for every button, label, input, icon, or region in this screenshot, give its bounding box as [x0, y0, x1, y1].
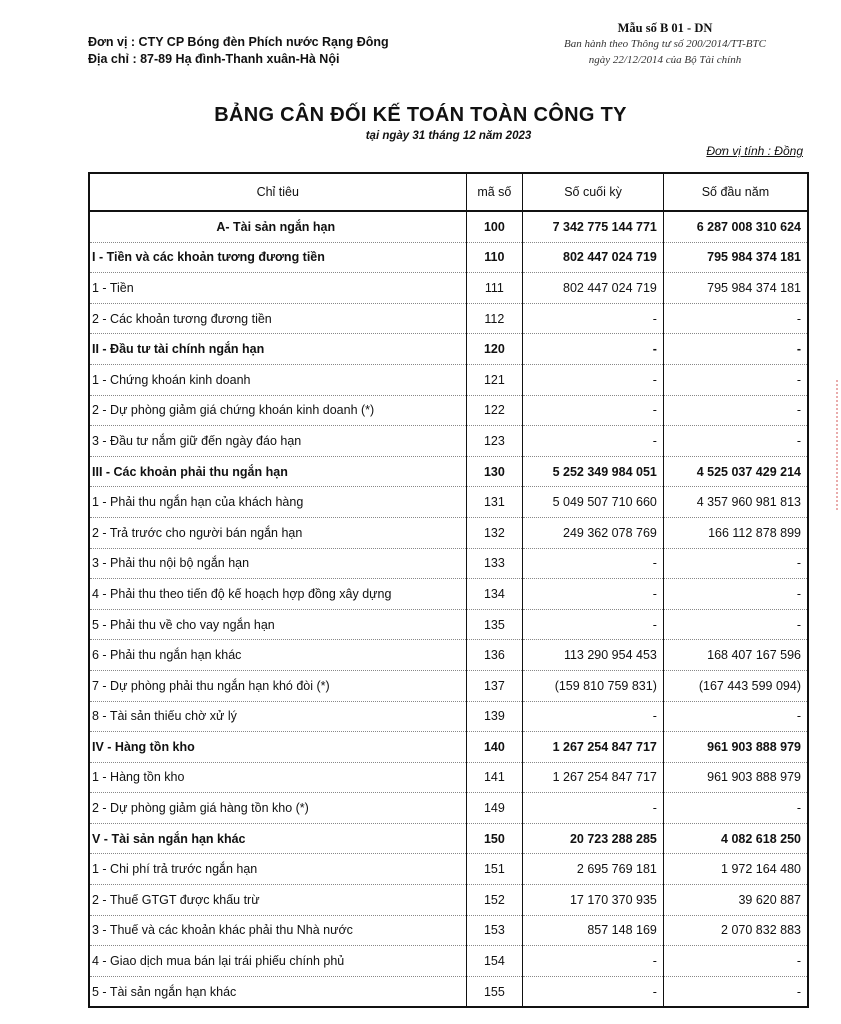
table-row	[89, 426, 808, 457]
row-code: 154	[466, 946, 523, 977]
row-end-value: -	[523, 609, 664, 640]
row-end-value: 20 723 288 285	[523, 823, 664, 854]
company-name: Đơn vị : CTY CP Bóng đèn Phích nước Rạng Đông	[88, 35, 389, 49]
row-end-value: 113 290 954 453	[523, 640, 664, 671]
row-label: 2 - Dự phòng giảm giá hàng tồn kho (*)	[89, 793, 466, 824]
row-start-value: -	[663, 976, 808, 1007]
row-end-value: 857 148 169	[523, 915, 664, 946]
row-code: 139	[466, 701, 523, 732]
row-end-value: 2 695 769 181	[523, 854, 664, 885]
row-end-value: 5 252 349 984 051	[523, 456, 664, 487]
table-row	[89, 548, 808, 579]
row-end-value: -	[523, 946, 664, 977]
row-label: 2 - Trả trước cho người bán ngắn hạn	[89, 517, 466, 548]
row-label: 4 - Giao dịch mua bán lại trái phiếu chính phủ	[89, 946, 466, 977]
row-start-value: -	[663, 395, 808, 426]
row-code: 140	[466, 732, 523, 763]
table-row	[89, 915, 808, 946]
table-row	[89, 487, 808, 518]
row-code: 122	[466, 395, 523, 426]
row-code: 153	[466, 915, 523, 946]
table-row	[89, 242, 808, 273]
row-label: 1 - Phải thu ngắn hạn của khách hàng	[89, 487, 466, 518]
row-start-value: 1 972 164 480	[663, 854, 808, 885]
table-row	[89, 976, 808, 1007]
table-row	[89, 395, 808, 426]
table-row	[89, 732, 808, 763]
row-start-value: 795 984 374 181	[663, 273, 808, 304]
row-label: II - Đầu tư tài chính ngắn hạn	[89, 334, 466, 365]
row-label: I - Tiền và các khoản tương đương tiền	[89, 242, 466, 273]
row-end-value: 17 170 370 935	[523, 885, 664, 916]
row-end-value: 802 447 024 719	[523, 273, 664, 304]
row-code: 121	[466, 364, 523, 395]
row-start-value: 39 620 887	[663, 885, 808, 916]
table-row	[89, 701, 808, 732]
row-end-value: -	[523, 426, 664, 457]
row-label: 2 - Thuế GTGT được khấu trừ	[89, 885, 466, 916]
row-start-value: -	[663, 701, 808, 732]
row-start-value: -	[663, 426, 808, 457]
row-end-value: (159 810 759 831)	[523, 670, 664, 701]
table-row	[89, 885, 808, 916]
row-start-value: -	[663, 303, 808, 334]
row-label: 8 - Tài sản thiếu chờ xử lý	[89, 701, 466, 732]
row-code: 149	[466, 793, 523, 824]
row-code: 150	[466, 823, 523, 854]
row-code: 100	[466, 211, 523, 242]
header-code: mã số	[466, 173, 523, 211]
row-end-value: -	[523, 334, 664, 365]
row-start-value: -	[663, 548, 808, 579]
row-code: 151	[466, 854, 523, 885]
row-code: 110	[466, 242, 523, 273]
table-row	[89, 762, 808, 793]
table-row	[89, 854, 808, 885]
row-start-value: -	[663, 793, 808, 824]
row-code: 120	[466, 334, 523, 365]
row-start-value: -	[663, 364, 808, 395]
row-start-value: 166 112 878 899	[663, 517, 808, 548]
row-start-value: 961 903 888 979	[663, 762, 808, 793]
row-end-value: 7 342 775 144 771	[523, 211, 664, 242]
row-label: A- Tài sản ngắn hạn	[89, 211, 466, 242]
row-start-value: 795 984 374 181	[663, 242, 808, 273]
table-row	[89, 517, 808, 548]
table-row	[89, 579, 808, 610]
row-code: 136	[466, 640, 523, 671]
report-date: tại ngày 31 tháng 12 năm 2023	[365, 130, 532, 142]
table-row	[89, 946, 808, 977]
row-start-value: 961 903 888 979	[663, 732, 808, 763]
company-address: Địa chỉ : 87-89 Hạ đình-Thanh xuân-Hà Nội	[88, 52, 340, 66]
table-row	[89, 334, 808, 365]
table-row	[89, 823, 808, 854]
currency-unit: Đơn vị tính : Đồng	[706, 144, 803, 158]
row-end-value: 1 267 254 847 717	[523, 762, 664, 793]
row-end-value: -	[523, 395, 664, 426]
table-row	[89, 364, 808, 395]
row-label: 3 - Phải thu nội bộ ngắn hạn	[89, 548, 466, 579]
row-label: IV - Hàng tồn kho	[89, 732, 466, 763]
row-label: V - Tài sản ngắn hạn khác	[89, 823, 466, 854]
row-code: 133	[466, 548, 523, 579]
row-end-value: -	[523, 976, 664, 1007]
company-info	[88, 34, 389, 68]
row-end-value: -	[523, 364, 664, 395]
row-label: 7 - Dự phòng phải thu ngắn hạn khó đòi (*)	[89, 670, 466, 701]
row-label: 2 - Các khoản tương đương tiền	[89, 303, 466, 334]
page-title: BẢNG CÂN ĐỐI KẾ TOÁN TOÀN CÔNG TY	[214, 104, 627, 126]
row-label: 1 - Chi phí trả trước ngắn hạn	[89, 854, 466, 885]
row-start-value: -	[663, 334, 808, 365]
issued-by-line1: Ban hành theo Thông tư số 200/2014/TT-BTC	[564, 38, 766, 50]
row-code: 135	[466, 609, 523, 640]
row-code: 111	[466, 273, 523, 304]
row-start-value: 168 407 167 596	[663, 640, 808, 671]
row-label: 4 - Phải thu theo tiến độ kế hoạch hợp đồng xây dựng	[89, 579, 466, 610]
row-start-value: -	[663, 579, 808, 610]
row-label: 6 - Phải thu ngắn hạn khác	[89, 640, 466, 671]
table-row	[89, 670, 808, 701]
row-code: 155	[466, 976, 523, 1007]
row-label: 5 - Phải thu về cho vay ngắn hạn	[89, 609, 466, 640]
table-row	[89, 456, 808, 487]
form-number: Mẫu số B 01 - DN	[617, 21, 713, 35]
row-code: 112	[466, 303, 523, 334]
row-end-value: -	[523, 548, 664, 579]
row-code: 134	[466, 579, 523, 610]
issued-by-line2: ngày 22/12/2014 của Bộ Tài chính	[588, 54, 742, 66]
form-info	[520, 20, 810, 68]
table-row	[89, 211, 808, 242]
row-label: 1 - Tiền	[89, 273, 466, 304]
row-end-value: -	[523, 793, 664, 824]
row-code: 132	[466, 517, 523, 548]
row-start-value: 6 287 008 310 624	[663, 211, 808, 242]
table-row	[89, 273, 808, 304]
row-label: 3 - Thuế và các khoản khác phải thu Nhà nước	[89, 915, 466, 946]
table-row	[89, 609, 808, 640]
stamp-edge	[826, 380, 838, 510]
row-label: 5 - Tài sản ngắn hạn khác	[89, 976, 466, 1007]
row-label: 1 - Hàng tồn kho	[89, 762, 466, 793]
row-end-value: -	[523, 303, 664, 334]
table-row	[89, 303, 808, 334]
row-label: III - Các khoản phải thu ngắn hạn	[89, 456, 466, 487]
row-start-value: -	[663, 946, 808, 977]
row-code: 152	[466, 885, 523, 916]
header-item: Chỉ tiêu	[89, 173, 466, 211]
row-code: 130	[466, 456, 523, 487]
row-start-value: 4 082 618 250	[663, 823, 808, 854]
row-end-value: 5 049 507 710 660	[523, 487, 664, 518]
row-start-value: -	[663, 609, 808, 640]
table-row	[89, 793, 808, 824]
row-start-value: 4 525 037 429 214	[663, 456, 808, 487]
row-label: 2 - Dự phòng giảm giá chứng khoán kinh doanh (*)	[89, 395, 466, 426]
row-end-value: -	[523, 701, 664, 732]
balance-sheet-table	[88, 172, 809, 1008]
row-code: 131	[466, 487, 523, 518]
header-start-year: Số đầu năm	[663, 173, 808, 211]
row-start-value: 2 070 832 883	[663, 915, 808, 946]
table-header-row	[89, 173, 808, 211]
row-code: 137	[466, 670, 523, 701]
row-label: 1 - Chứng khoán kinh doanh	[89, 364, 466, 395]
row-end-value: 1 267 254 847 717	[523, 732, 664, 763]
header-end-period: Số cuối kỳ	[523, 173, 664, 211]
row-end-value: 802 447 024 719	[523, 242, 664, 273]
row-end-value: 249 362 078 769	[523, 517, 664, 548]
row-end-value: -	[523, 579, 664, 610]
table-row	[89, 640, 808, 671]
row-start-value: 4 357 960 981 813	[663, 487, 808, 518]
row-code: 141	[466, 762, 523, 793]
row-label: 3 - Đầu tư nắm giữ đến ngày đáo hạn	[89, 426, 466, 457]
row-start-value: (167 443 599 094)	[663, 670, 808, 701]
row-code: 123	[466, 426, 523, 457]
